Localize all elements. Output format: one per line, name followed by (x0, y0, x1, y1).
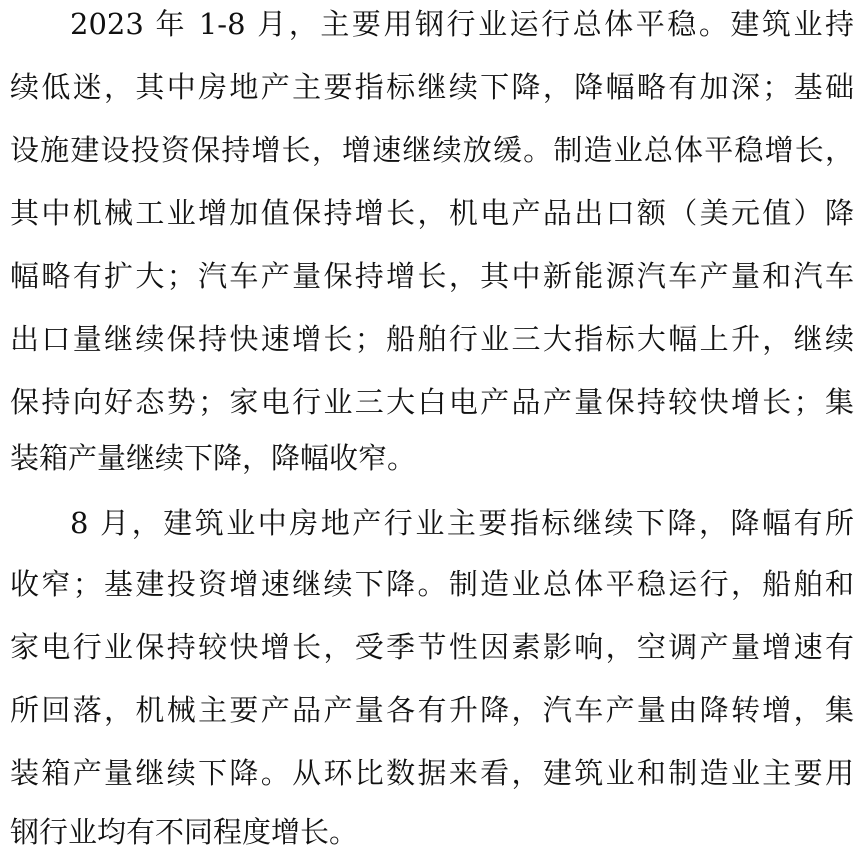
paragraph-1-line-5: 幅略有扩大；汽车产量保持增长，其中新能源汽车产量和汽车 (10, 259, 854, 293)
paragraph-2-line-1: 8 月，建筑业中房地产行业主要指标继续下降，降幅有所 (70, 506, 854, 540)
paragraph-1-line-1: 2023 年 1-8 月，主要用钢行业运行总体平稳。建筑业持 (70, 7, 854, 41)
paragraph-2-line-4: 所回落，机械主要产品产量各有升降，汽车产量由降转增，集 (10, 693, 854, 727)
paragraph-1-line-8: 装箱产量继续下降，降幅收窄。 (10, 441, 417, 475)
paragraph-2-line-2: 收窄；基建投资增速继续下降。制造业总体平稳运行，船舶和 (10, 567, 854, 601)
paragraph-2-line-6: 钢行业均有不同程度增长。 (10, 815, 359, 849)
paragraph-1-line-3: 设施建设投资保持增长，增速继续放缓。制造业总体平稳增长， (10, 133, 854, 167)
paragraph-1-line-2: 续低迷，其中房地产主要指标继续下降，降幅略有加深；基础 (10, 70, 854, 104)
paragraph-1-line-7: 保持向好态势；家电行业三大白电产品产量保持较快增长；集 (10, 385, 854, 419)
paragraph-1-line-4: 其中机械工业增加值保持增长，机电产品出口额（美元值）降 (10, 196, 854, 230)
paragraph-1-line-6: 出口量继续保持快速增长；船舶行业三大指标大幅上升，继续 (10, 322, 854, 356)
paragraph-2-line-3: 家电行业保持较快增长，受季节性因素影响，空调产量增速有 (10, 630, 854, 664)
paragraph-2-line-5: 装箱产量继续下降。从环比数据来看，建筑业和制造业主要用 (10, 756, 854, 790)
